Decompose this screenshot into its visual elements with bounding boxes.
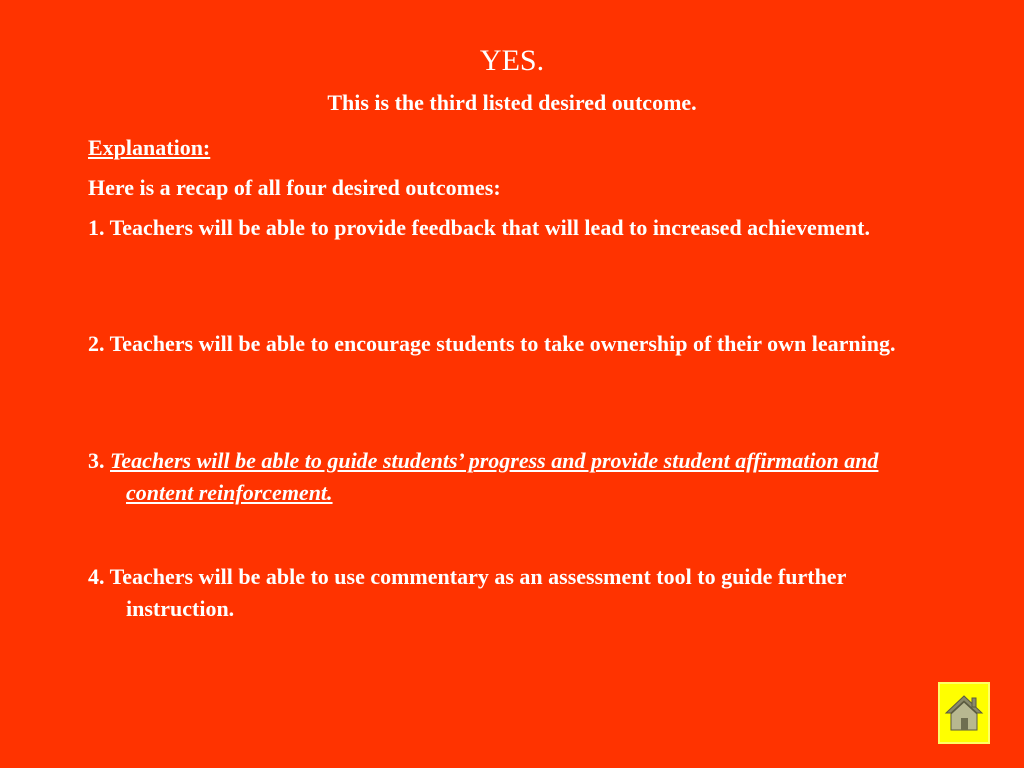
slide-title: YES.: [479, 44, 545, 77]
outcome-1: [88, 212, 948, 244]
home-icon: [944, 692, 984, 732]
home-button[interactable]: [938, 682, 990, 744]
outcome-4: [88, 561, 948, 625]
explanation-heading: Explanation:: [88, 135, 211, 160]
recap-intro: Here is a recap of all four desired outcomes:: [88, 175, 501, 200]
outcome-2: [88, 328, 948, 360]
outcome-text: Teachers will be able to encourage students to take ownership of their own learning.: [109, 331, 896, 356]
outcome-number: 1.: [88, 215, 105, 240]
outcome-number: 4.: [88, 564, 110, 589]
outcome-number: 2.: [88, 331, 105, 356]
outcome-text: Teachers will be able to provide feedback that will lead to increased achievement.: [109, 215, 870, 240]
outcome-text-highlighted: Teachers will be able to guide students’ progress and provide student affirmation and content reinforcement.: [110, 448, 879, 505]
outcome-text: Teachers will be able to use commentary as an assessment tool to guide further instruction.: [109, 564, 846, 621]
slide-subtitle: This is the third listed desired outcome.: [327, 90, 697, 115]
outcome-number: 3.: [88, 448, 105, 473]
outcome-3: [88, 445, 948, 509]
